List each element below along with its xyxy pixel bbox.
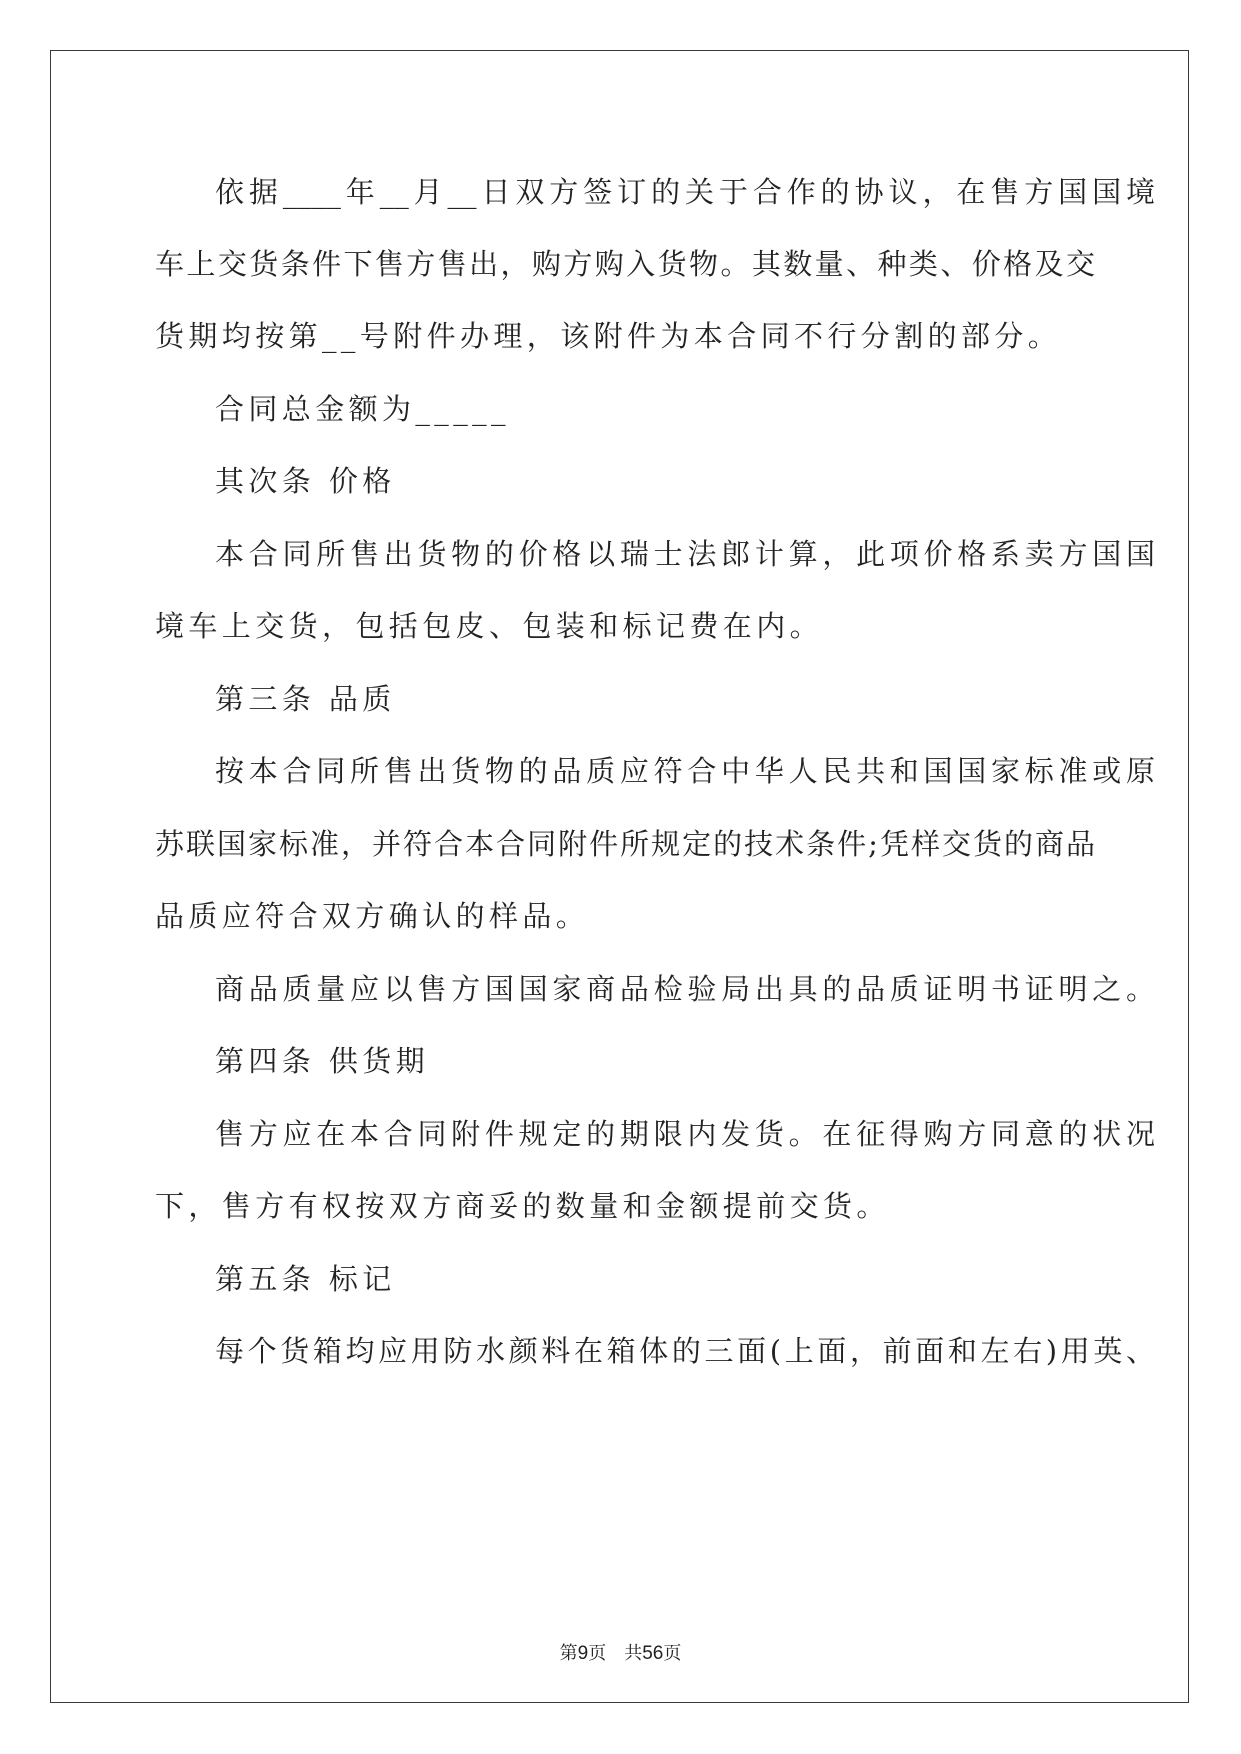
section-heading-quality: 第三条 品质: [215, 682, 396, 716]
paragraph-line-12: 商品质量应以售方国国家商品检验局出具的品质证明书证明之。: [215, 972, 1155, 1006]
total-prefix: 共: [624, 1643, 643, 1664]
page-prefix: 第: [559, 1643, 578, 1664]
paragraph-line-2: 车上交货条件下售方售出，购方购入货物。其数量、种类、价格及交: [155, 247, 1095, 281]
section-heading-delivery: 第四条 供货期: [215, 1044, 430, 1078]
page-footer: [0, 1642, 1241, 1666]
total-suffix: 页: [663, 1643, 682, 1664]
page-number: 9: [577, 1643, 589, 1664]
paragraph-line-17: 每个货箱均应用防水颜料在箱体的三面(上面，前面和左右)用英、: [215, 1334, 1155, 1368]
paragraph-line-10: 苏联国家标准，并符合本合同附件所规定的技术条件;凭样交货的商品: [155, 827, 1095, 861]
section-heading-price: 其次条 价格: [215, 464, 396, 498]
paragraph-line-1: 依据____年__月__日双方签订的关于合作的协议，在售方国国境: [215, 175, 1155, 209]
paragraph-line-6: 本合同所售出货物的价格以瑞士法郎计算，此项价格系卖方国国: [215, 537, 1155, 571]
page-border: [50, 50, 1189, 1703]
paragraph-line-11: 品质应符合双方确认的样品。: [155, 899, 590, 933]
page-suffix: 页: [588, 1643, 607, 1664]
total-pages: 56: [642, 1643, 664, 1664]
paragraph-line-7: 境车上交货，包括包皮、包装和标记费在内。: [155, 609, 824, 643]
paragraph-line-3: 货期均按第__号附件办理，该附件为本合同不行分割的部分。: [155, 319, 1062, 353]
paragraph-line-14: 售方应在本合同附件规定的期限内发货。在征得购方同意的状况: [215, 1117, 1155, 1151]
section-heading-marking: 第五条 标记: [215, 1262, 396, 1296]
paragraph-line-9: 按本合同所售出货物的品质应符合中华人民共和国国家标准或原: [215, 754, 1155, 788]
paragraph-line-4: 合同总金额为_____: [215, 392, 510, 426]
paragraph-line-15: 下，售方有权按双方商妥的数量和金额提前交货。: [155, 1189, 890, 1223]
